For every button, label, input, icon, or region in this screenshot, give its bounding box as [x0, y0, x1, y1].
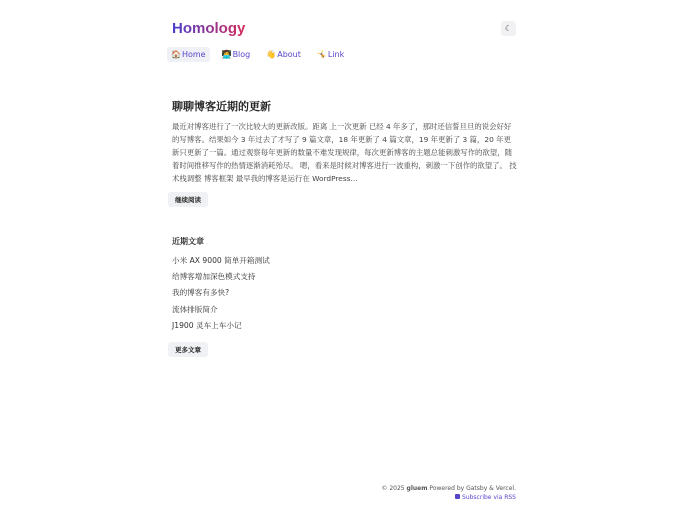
nav-about[interactable] — [262, 47, 305, 62]
site-logo[interactable]: Homology — [172, 20, 246, 37]
main-nav — [167, 47, 348, 62]
home-icon: 🏠 — [171, 50, 181, 59]
rss-link[interactable] — [455, 494, 516, 501]
copyright: © 2025 — [381, 485, 405, 492]
wave-icon: 👋 — [266, 50, 277, 59]
nav-home[interactable] — [167, 47, 210, 62]
recent-item[interactable]: J1900 灵车上车小记 — [172, 320, 242, 330]
post-excerpt: 最近对博客进行了一次比较大的更新改版。距离 上一次更新 已经 4 年多了，那时还信誓旦旦的说会好好的写博客。结果如今 3 年过去了才写了 9 篇文章，18 年更新了 4 篇文章，19 年更新了 3 篇，20 年更新只更新了一篇。通过观察每年更新的数量不难发现规律，每次更新博客的主题总能刺激写作的欲望，随着时间推移写作的热情逐渐消耗殆尽。 嗯，看来是时候对博客进行一波重构，刺激一下创作的欲望了。 技术栈调整 博客框架 最早我的博客是运行在 WordPress... — [172, 122, 517, 183]
nav-label: About — [277, 50, 301, 59]
powered-by: Powered by Gatsby & Vercel. — [429, 485, 516, 492]
nav-label: Link — [327, 50, 345, 59]
technologist-icon: 👩‍💻 — [221, 50, 232, 59]
author: gluem — [406, 485, 428, 492]
nav-link[interactable] — [313, 47, 348, 62]
nav-label: Blog — [232, 50, 251, 59]
nav-blog[interactable] — [218, 47, 255, 62]
read-more-button[interactable]: 继续阅读 — [168, 192, 208, 207]
footer — [381, 484, 516, 502]
rss-label: Subscribe via RSS — [462, 494, 516, 501]
recent-heading: 近期文章 — [172, 237, 204, 246]
recent-item[interactable]: 给博客增加深色模式支持 — [172, 272, 256, 282]
post-title[interactable]: 聊聊博客近期的更新 — [172, 100, 271, 113]
rss-icon — [455, 494, 460, 499]
more-posts-button[interactable]: 更多文章 — [168, 342, 208, 357]
recent-item[interactable]: 小米 AX 9000 简单开箱测试 — [172, 256, 270, 265]
recent-item[interactable]: 我的博客有多快? — [172, 288, 230, 298]
theme-toggle-moon-icon[interactable]: ☾ — [501, 21, 516, 36]
recent-item[interactable]: 流体排版简介 — [172, 304, 218, 314]
nav-label: Home — [181, 50, 206, 59]
recent-list — [172, 255, 270, 336]
cartwheel-icon: 🤸 — [316, 50, 327, 59]
